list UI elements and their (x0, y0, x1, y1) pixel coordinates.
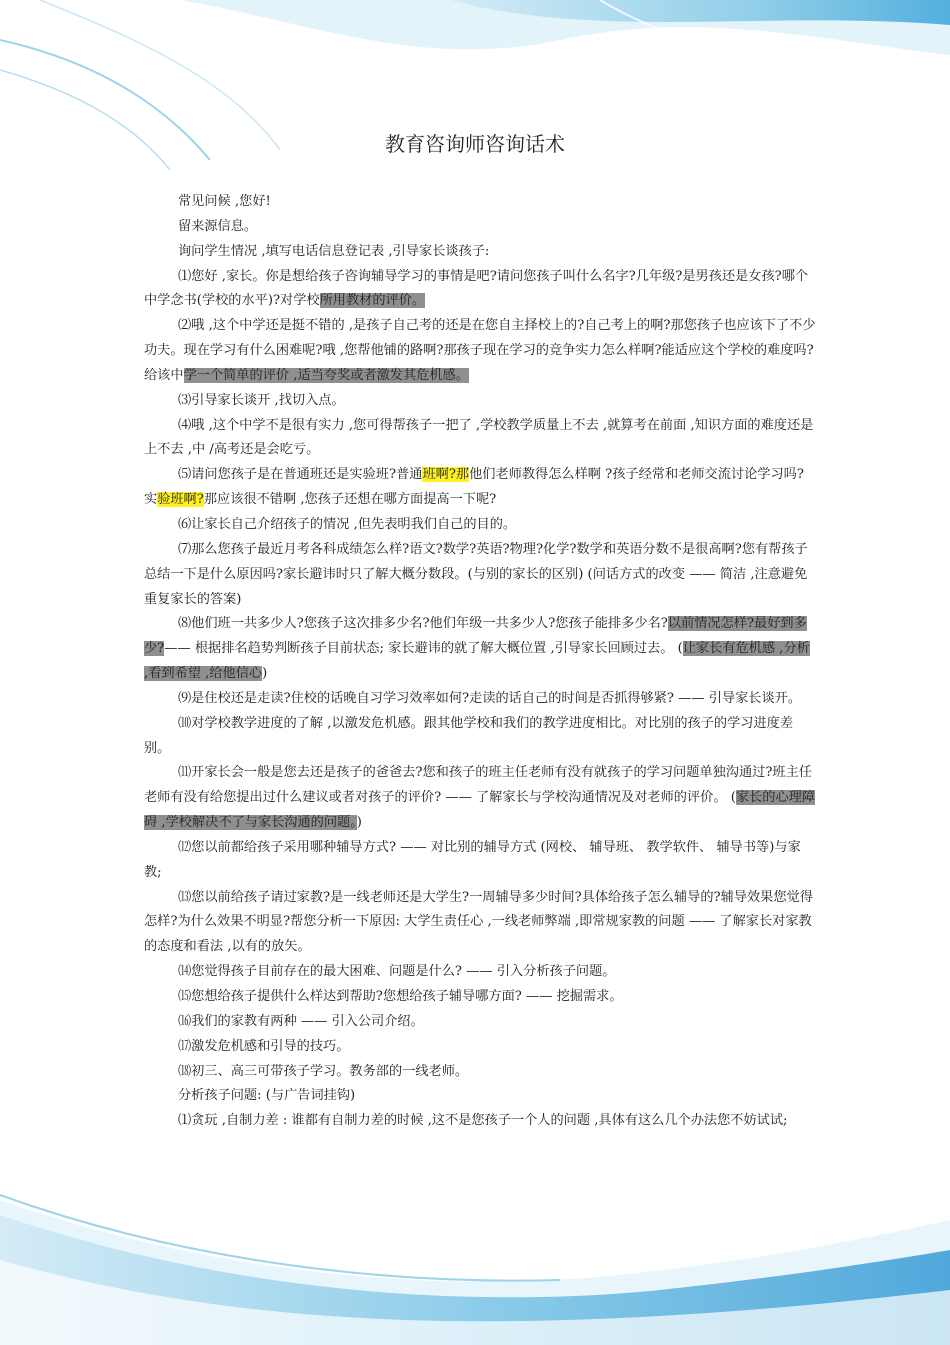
text-run: —— 根据排名趋势判断孩子目前状态; 家长避讳的就了解大概位置 ,引导家长回顾过去。 ( (164, 641, 683, 657)
text-run: ⑾开家长会一般是您去还是孩子的爸爸去?您和孩子的班主任老师有没有就孩子的学习问题单独沟通过?班主任老师有没有给您提出过什么建议或者对孩子的评价? —— 了解家长与学校沟通情况及对老师的评价。 ( (144, 765, 812, 806)
text-run: ⑴贪玩 ,自制力差 : 谁都有自制力差的时候 ,这不是您孩子一个人的问题 ,具体有这么几个办法您不妨试试; (178, 1113, 788, 1129)
text-run: ⑷哦 ,这个中学不是很有实力 ,您可得帮孩子一把了 ,学校教学质量上不去 ,就算考在前面 ,知识方面的难度还是上不去 ,中 /高考还是会吃亏。 (144, 417, 814, 458)
document-title: 教育咨询师咨询话术 (385, 132, 565, 156)
text-run: ⑴您好 ,家长。你是想给孩子咨询辅导学习的事情是吧?请问您孩子叫什么名字?几年级?是男孩还是女孩?哪个中学念书(学校的水平)?对学校 (144, 268, 809, 309)
paragraph (144, 886, 816, 961)
highlighted-text: 验班啊? (157, 492, 204, 508)
paragraph (144, 414, 816, 464)
paragraph (144, 513, 816, 538)
top-wave-decoration (0, 0, 950, 200)
text-run: ⒃我们的家教有两种 —— 引入公司介绍。 (178, 1013, 424, 1029)
text-run: 留来源信息。 (178, 218, 258, 234)
paragraph (144, 215, 816, 240)
paragraph (144, 1035, 816, 1060)
text-run: ⑸请问您孩子是在普通班还是实验班?普通 (178, 467, 423, 483)
paragraph (144, 265, 816, 315)
text-run: 他们老师教得怎么样啊 ?孩子经常和老师交流讨论学习吗?实 (144, 467, 804, 508)
paragraph (144, 836, 816, 886)
highlighted-text: 以前情况怎样?最好到多少? (144, 616, 807, 657)
text-run: ) (262, 666, 268, 682)
text-run: 分析孩子问题: (与广告词挂钩) (178, 1088, 356, 1104)
highlighted-text: 班啊?那 (422, 467, 470, 483)
bottom-wave-decoration (0, 1180, 950, 1345)
text-run: ⒁您觉得孩子目前存在的最大困难、问题是什么? —— 引入分析孩子问题。 (178, 964, 616, 980)
paragraph (144, 190, 816, 215)
paragraph (144, 463, 816, 513)
text-run: ) (356, 815, 362, 831)
highlighted-text: 所用教材的评价。 (319, 293, 426, 309)
paragraph (144, 985, 816, 1010)
paragraph (144, 1010, 816, 1035)
text-run: 那应该很不错啊 ,您孩子还想在哪方面提高一下呢? (203, 492, 497, 508)
text-run: 询问学生情况 ,填写电话信息登记表 ,引导家长谈孩子: (178, 243, 490, 259)
paragraph (144, 1109, 816, 1134)
highlighted-text: 学一个简单的评价 ,适当夸奖或者激发其危机感。 (183, 367, 469, 383)
paragraph (144, 1060, 816, 1085)
paragraph (144, 389, 816, 414)
text-run: ⑺那么您孩子最近月考各科成绩怎么样?语文?数学?英语?物理?化学?数学和英语分数不是很高啊?您有帮孩子总结一下是什么原因吗?家长避讳时只了解大概分数段。(与别的家长的区别) (问话方式的改变 —— 简洁 ,注意避免重复家长的答案) (144, 541, 808, 607)
text-run: ⑼是住校还是走读?住校的话晚自习学习效率如何?走读的话自己的时间是否抓得够紧? —— 引导家长谈开。 (178, 690, 802, 706)
paragraph (144, 314, 816, 389)
text-run: ⑻他们班一共多少人?您孩子这次排多少名?他们年级一共多少人?您孩子能排多少名? (178, 616, 668, 632)
text-run: ⑵哦 ,这个中学还是挺不错的 ,是孩子自己考的还是在您自主择校上的?自己考上的啊?那您孩子也应该下了不少功夫。现在学习有什么困难呢?哦 ,您帮他铺的路啊?那孩子现在学习的竞争实力怎么样啊?能适应这个学校的难度吗?给该中 (144, 318, 816, 383)
paragraph (144, 612, 816, 687)
text-run: ⒄激发危机感和引导的技巧。 (178, 1038, 350, 1054)
text-run: 常见问候 ,您好! (178, 194, 271, 209)
paragraph (144, 712, 816, 762)
text-run: ⑹让家长自己介绍孩子的情况 ,但先表明我们自己的目的。 (178, 516, 517, 532)
text-run: ⒂您想给孩子提供什么样达到帮助?您想给孩子辅导哪方面? —— 挖掘需求。 (178, 989, 623, 1004)
paragraph (144, 538, 816, 613)
paragraph (144, 240, 816, 265)
paragraph (144, 1084, 816, 1109)
text-run: ⒀您以前给孩子请过家教?是一线老师还是大学生?一周辅导多少时间?具体给孩子怎么辅导的?辅导效果您觉得怎样?为什么效果不明显?帮您分析一下原因: 大学生责任心 ,一线老师弊端 ,即常规家教的问题 —— 了解家长对家教的态度和看法 ,以有的放矢。 (144, 889, 813, 955)
paragraph (144, 687, 816, 712)
highlighted-text: 让家长有危机感 ,分析 ,看到希望 ,给他信心 (144, 641, 810, 682)
highlighted-text: 家长的心理障碍 ,学校解决不了与家长沟通的问题。 (144, 790, 815, 831)
text-run: ⒅初三、高三可带孩子学习。教务部的一线老师。 (178, 1063, 469, 1079)
text-run: ⑿您以前都给孩子采用哪种辅导方式? —— 对比别的辅导方式 (网校、 辅导班、 教学软件、 辅导书等)与家教; (144, 839, 801, 880)
text-run: ⑶引导家长谈开 ,找切入点。 (178, 392, 345, 408)
text-run: ⑽对学校教学进度的了解 ,以激发危机感。跟其他学校和我们的教学进度相比。对比别的孩子的学习进度差别。 (144, 715, 794, 756)
document-body (144, 190, 816, 1134)
paragraph (144, 960, 816, 985)
paragraph (144, 761, 816, 836)
